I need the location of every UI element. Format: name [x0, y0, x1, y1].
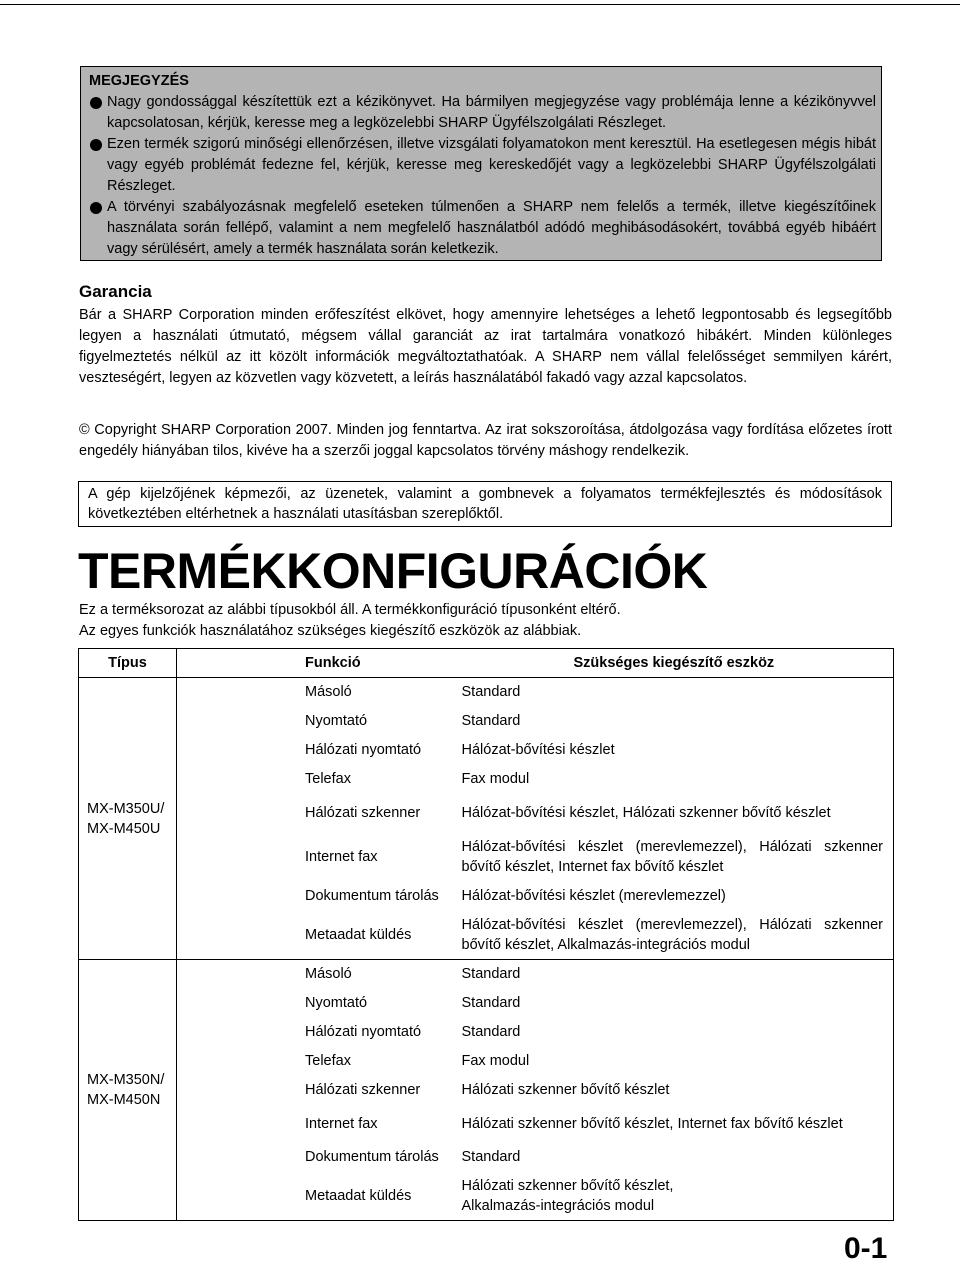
accessory-cell: Hálózati szkenner bővítő készlet, Alkalmazás-integrációs modul: [452, 1172, 894, 1221]
accessory-cell: Standard: [452, 960, 894, 989]
function-cell: Dokumentum tárolás: [177, 1143, 452, 1172]
function-cell: Nyomtató: [177, 989, 452, 1018]
table-row: [79, 911, 894, 960]
function-cell: Telefax: [177, 765, 452, 794]
function-cell: Nyomtató: [177, 707, 452, 736]
warranty-heading: Garancia: [79, 282, 152, 301]
note-item: Ezen termék szigorú minőségi ellenőrzésen, illetve vizsgálati folyamatokon ment keresztül. Ha esetlegesen mégis hibát vagy egyéb problémát fedezne fel, kérjük, keresse meg kereskedőjét vagy a legközelebbi SHARP Ügyfélszolgálati Részleget.: [86, 134, 876, 197]
function-cell: Hálózati szkenner: [177, 1076, 452, 1105]
table-row: [79, 1047, 894, 1076]
type-cell: MX-M350N/ MX-M450N: [79, 960, 177, 1221]
accessory-cell: Fax modul: [452, 1047, 894, 1076]
configuration-table: [78, 648, 894, 1221]
function-cell: Másoló: [177, 960, 452, 989]
note-item: A törvényi szabályozásnak megfelelő eseteken túlmenően a SHARP nem felelős a termék, illetve kiegészítőinek használata során fellépő, valamint a nem megfelelő használatból adódó meghibásodásokért, továbbá egyéb hibáért vagy sérülésért, amely a termék használata során keletkezik.: [86, 197, 876, 260]
table-row: [79, 736, 894, 765]
table-row: [79, 765, 894, 794]
notes-box: [80, 66, 882, 261]
accessory-cell: Standard: [452, 1143, 894, 1172]
function-cell: Hálózati szkenner: [177, 794, 452, 832]
table-row: [79, 1076, 894, 1105]
header-type: Típus: [79, 649, 177, 678]
accessory-cell: Standard: [452, 678, 894, 707]
bullet-icon: [90, 139, 102, 151]
function-cell: Metaadat küldés: [177, 911, 452, 960]
function-cell: Internet fax: [177, 832, 452, 882]
function-cell: Hálózati nyomtató: [177, 1018, 452, 1047]
accessory-cell: Standard: [452, 1018, 894, 1047]
accessory-cell: Hálózati szkenner bővítő készlet: [452, 1076, 894, 1105]
accessory-cell: Hálózat-bővítési készlet (merevlemezzel), Hálózati szkenner bővítő készlet, Alkalmazás-integrációs modul: [452, 911, 894, 960]
accessory-cell: Standard: [452, 989, 894, 1018]
table-row: [79, 678, 894, 707]
function-cell: Telefax: [177, 1047, 452, 1076]
note-item: Nagy gondossággal készítettük ezt a kézikönyvet. Ha bármilyen megjegyzése vagy problémája lenne a kézikönyvvel kapcsolatosan, kérjük, keresse meg a legközelebbi SHARP Ügyfélszolgálati Részleget.: [86, 92, 876, 134]
accessory-cell: Fax modul: [452, 765, 894, 794]
page-number: 0-1: [844, 1232, 888, 1265]
accessory-cell: Hálózat-bővítési készlet (merevlemezzel): [452, 882, 894, 911]
accessory-cell: Hálózat-bővítési készlet: [452, 736, 894, 765]
notes-title: MEGJEGYZÉS: [89, 73, 189, 89]
table-row: [79, 832, 894, 882]
accessory-cell: Hálózat-bővítési készlet (merevlemezzel), Hálózati szkenner bővítő készlet, Internet fax bővítő készlet: [452, 832, 894, 882]
intro-line-1: Ez a terméksorozat az alábbi típusokból áll. A termékkonfiguráció típusonként eltérő.: [79, 602, 621, 618]
function-cell: Dokumentum tárolás: [177, 882, 452, 911]
copyright-text: © Copyright SHARP Corporation 2007. Minden jog fenntartva. Az irat sokszoroítása, átdolgozása vagy fordítása előzetes írott engedély hiányában tilos, kivéve ha a szerzői joggal kapcsolatos törvény máshogy rendelkezik.: [79, 422, 892, 459]
table-row: [79, 989, 894, 1018]
table-row: [79, 1172, 894, 1221]
top-rule: [0, 4, 960, 5]
function-cell: Internet fax: [177, 1105, 452, 1143]
table-row: [79, 882, 894, 911]
table-header-row: [79, 649, 894, 678]
bullet-icon: [90, 97, 102, 109]
accessory-cell: Hálózati szkenner bővítő készlet, Internet fax bővítő készlet: [452, 1105, 894, 1143]
header-accessory: Szükséges kiegészítő eszköz: [452, 649, 894, 678]
table-row: [79, 794, 894, 832]
table-row: [79, 1143, 894, 1172]
accessory-cell: Hálózat-bővítési készlet, Hálózati szkenner bővítő készlet: [452, 794, 894, 832]
display-note-box: A gép kijelzőjének képmezői, az üzenetek, valamint a gombnevek a folyamatos termékfejlesztés és módosítások következtében eltérhetnek a használati utasításban szereplőktől.: [78, 481, 892, 527]
accessory-cell: Standard: [452, 707, 894, 736]
warranty-body: Bár a SHARP Corporation minden erőfeszítést elkövet, hogy amennyire lehetséges a lehető legpontosabb és legsegítőbb legyen a használati útmutató, mégsem vállal garanciát az irat tartalmára vonatkozó hibákért. Minden különleges figyelmeztetés nélkül az itt közölt információk megváltoztathatóak. A SHARP nem vállal felelősséget semmilyen kárért, veszteségért, legyen az közvetlen vagy közvetett, a leírás használatából fakadó vagy azzal kapcsolatos.: [79, 307, 892, 386]
header-function: Funkció: [177, 649, 452, 678]
table-row: [79, 1105, 894, 1143]
function-cell: Másoló: [177, 678, 452, 707]
function-cell: Hálózati nyomtató: [177, 736, 452, 765]
function-cell: Metaadat küldés: [177, 1172, 452, 1221]
table-row: [79, 707, 894, 736]
intro-line-2: Az egyes funkciók használatához szükséges kiegészítő eszközök az alábbiak.: [79, 623, 582, 639]
table-row: [79, 960, 894, 989]
type-cell: MX-M350U/ MX-M450U: [79, 678, 177, 960]
config-intro: [79, 600, 621, 642]
bullet-icon: [90, 202, 102, 214]
table-row: [79, 1018, 894, 1047]
page-title: TERMÉKKONFIGURÁCIÓK: [78, 543, 708, 599]
